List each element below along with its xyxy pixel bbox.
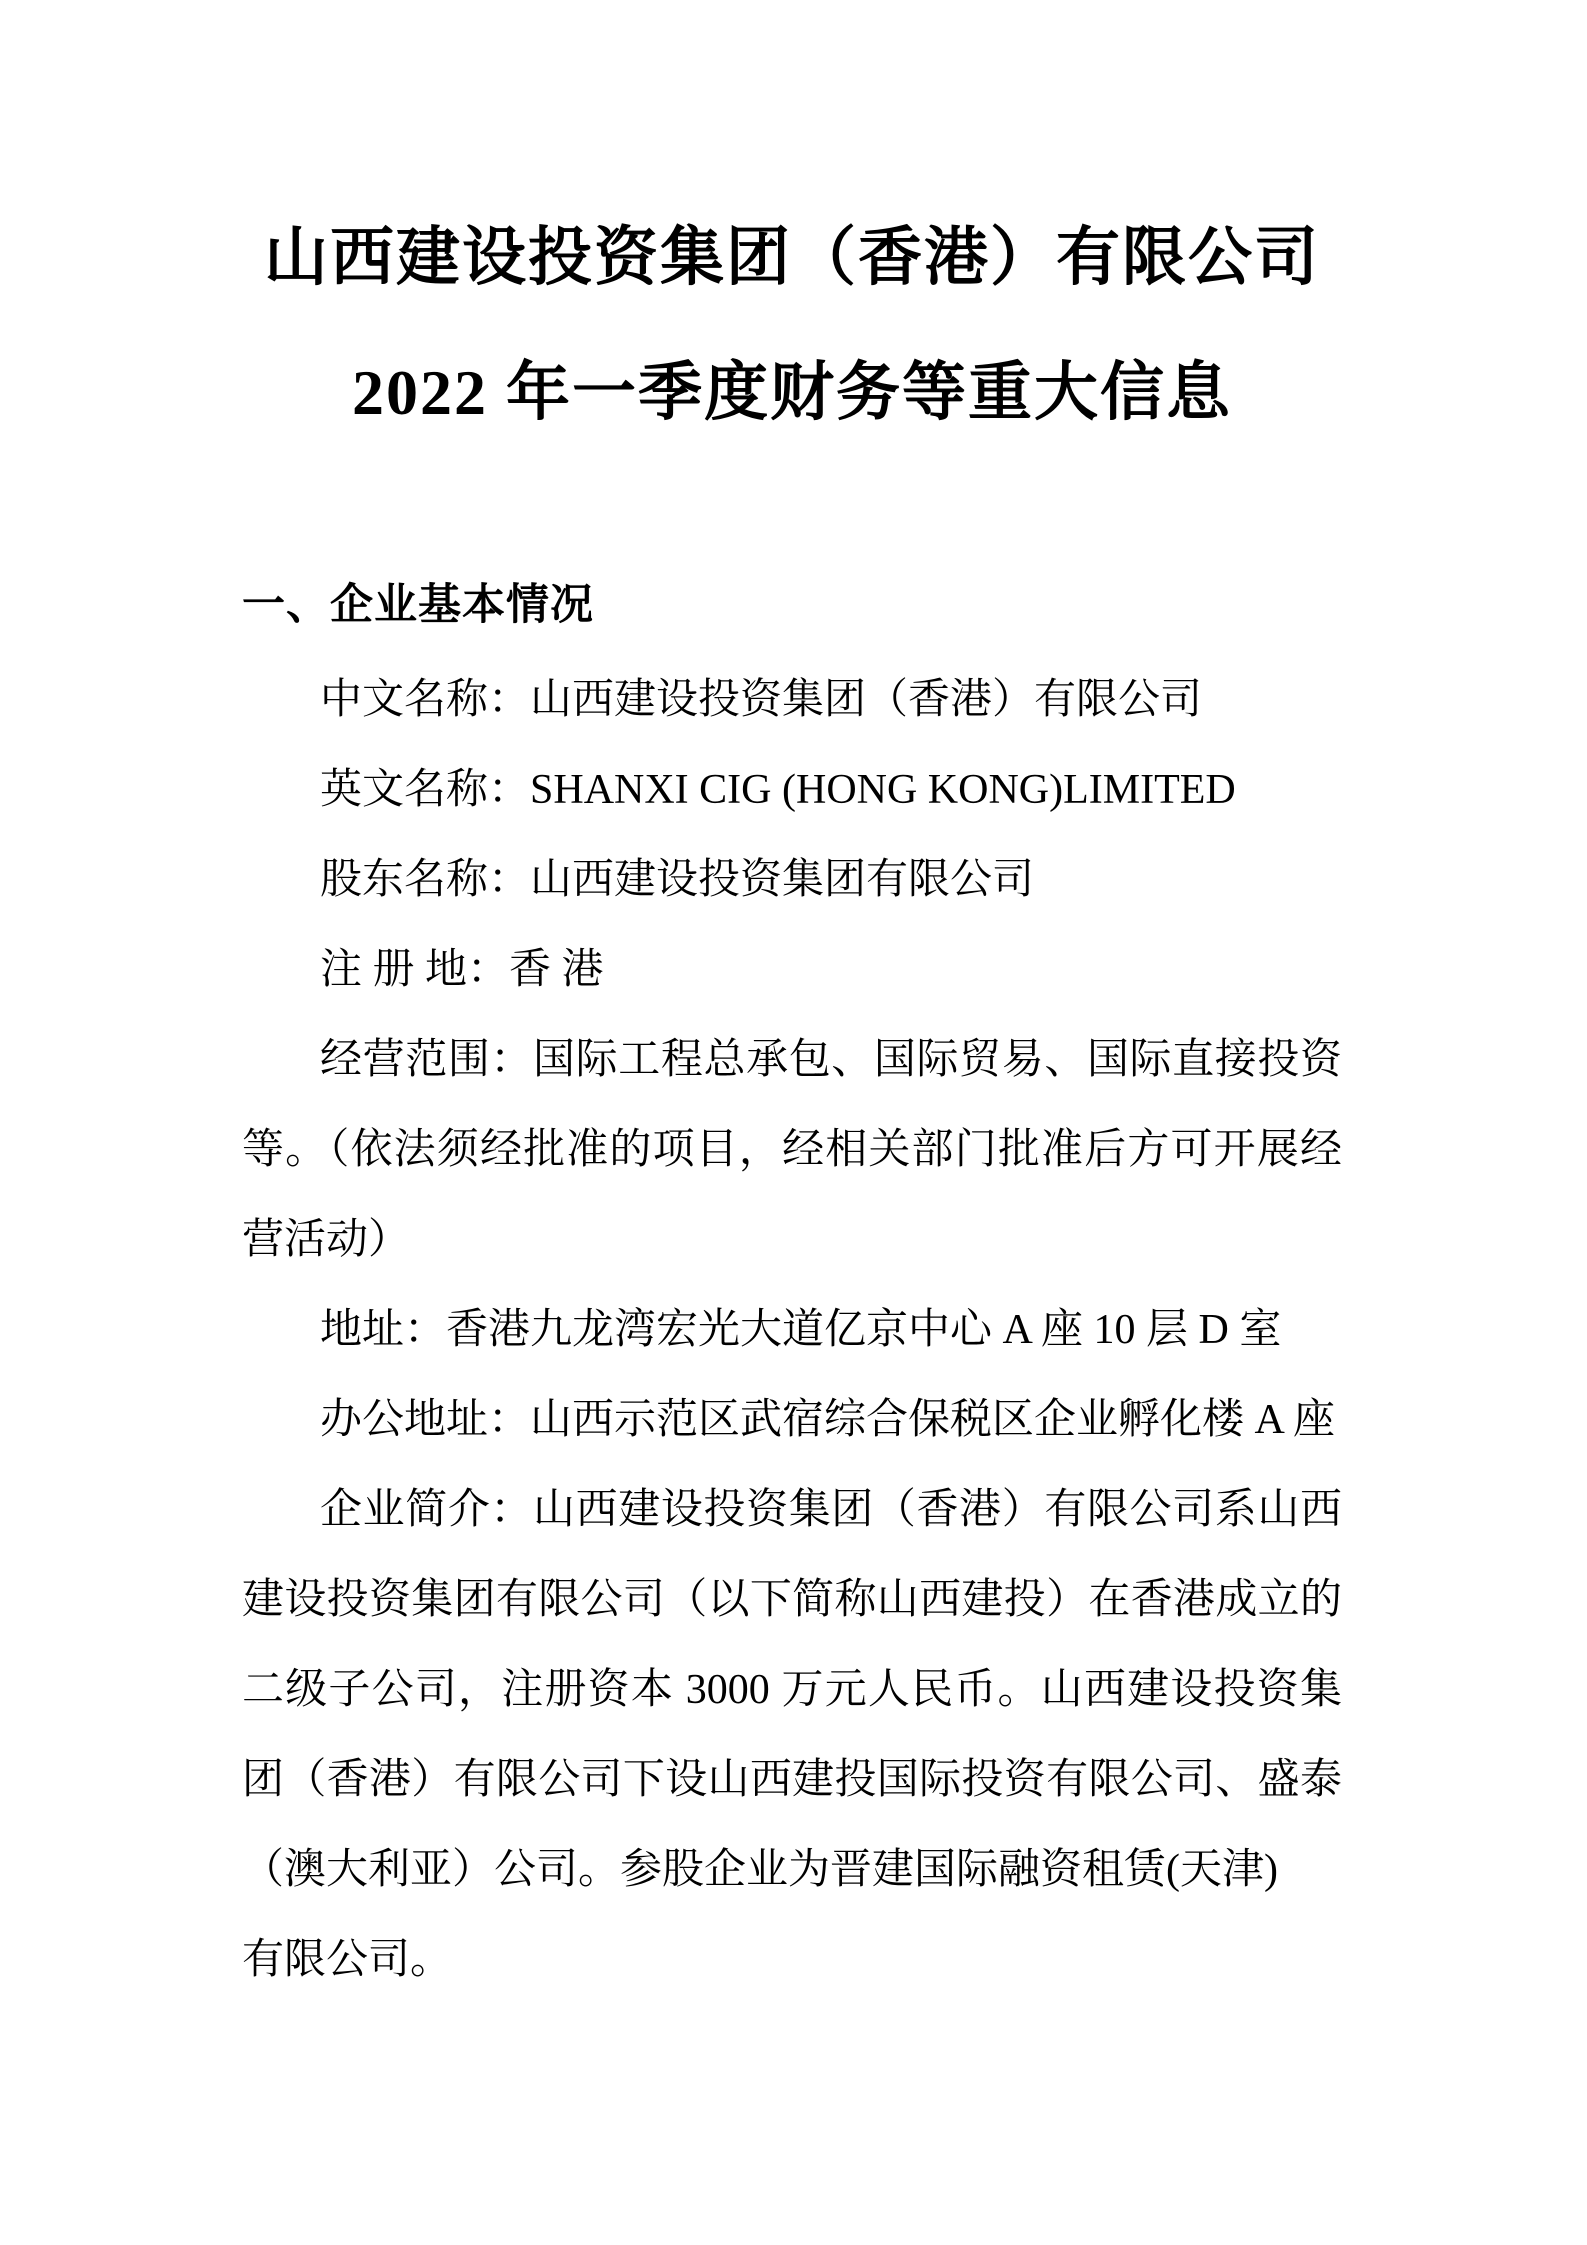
body-line: 英文名称：SHANXI CIG (HONG KONG)LIMITED bbox=[320, 767, 1236, 813]
body-line: 营活动） bbox=[242, 1217, 411, 1263]
body-line: 等。（依法须经批准的项目，经相关部门批准后方可开展经 bbox=[242, 1127, 1342, 1173]
body-line: 团（香港）有限公司下设山西建投国际投资有限公司、盛泰 bbox=[242, 1757, 1342, 1803]
body-line: 股东名称：山西建设投资集团有限公司 bbox=[320, 857, 1035, 903]
body-line: 建设投资集团有限公司（以下简称山西建投）在香港成立的 bbox=[242, 1577, 1342, 1623]
body-line: 经营范围：国际工程总承包、国际贸易、国际直接投资 bbox=[320, 1037, 1342, 1083]
body-line: 中文名称：山西建设投资集团（香港）有限公司 bbox=[320, 677, 1203, 723]
body-text bbox=[242, 655, 1342, 2005]
body-line: 地址：香港九龙湾宏光大道亿京中心 A 座 10 层 D 室 bbox=[320, 1307, 1282, 1353]
document-title-line-1: 山西建设投资集团（香港）有限公司 bbox=[264, 222, 1320, 293]
document-title bbox=[242, 190, 1342, 460]
body-line: 办公地址：山西示范区武宿综合保税区企业孵化楼 A 座 bbox=[320, 1397, 1336, 1443]
section-heading: 一、企业基本情况 bbox=[242, 581, 594, 629]
document-title-line-2: 2022 年一季度财务等重大信息 bbox=[352, 357, 1232, 428]
body-line: 二级子公司，注册资本 3000 万元人民币。山西建设投资集 bbox=[242, 1667, 1342, 1713]
body-line: 有限公司。 bbox=[242, 1937, 453, 1983]
body-line: （澳大利亚）公司。参股企业为晋建国际融资租赁(天津) bbox=[242, 1847, 1278, 1893]
body-line: 企业简介：山西建设投资集团（香港）有限公司系山西 bbox=[320, 1487, 1342, 1533]
body-line: 注 册 地：香 港 bbox=[320, 947, 604, 993]
